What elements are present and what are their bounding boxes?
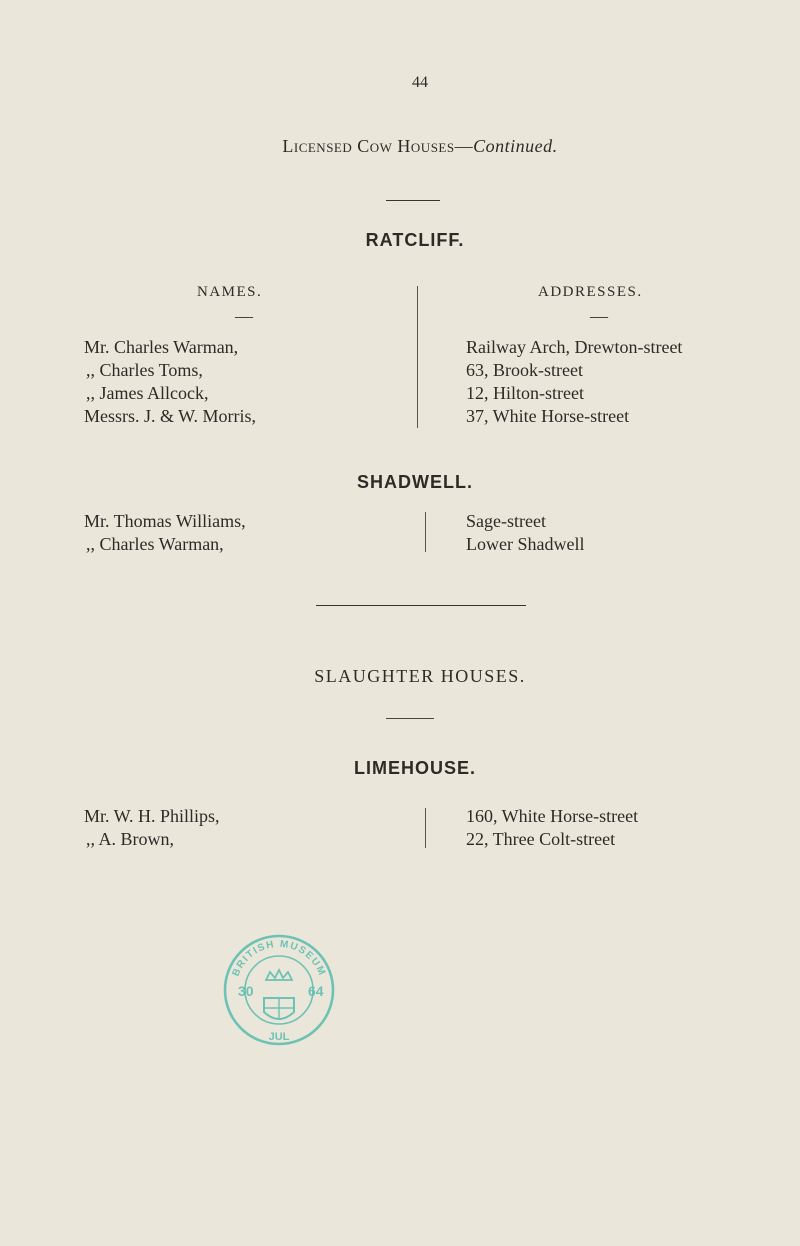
- stamp-month: JUL: [268, 1031, 290, 1043]
- ratcliff-name-4: Messrs. J. & W. Morris,: [84, 406, 257, 426]
- slaughter-houses-rule: [386, 718, 434, 719]
- ratcliff-address-4: 37, White Horse-street: [466, 406, 630, 426]
- shadwell-heading: SHADWELL.: [357, 472, 473, 492]
- stamp-crown-icon: [266, 970, 292, 980]
- limehouse-name-2: ,, A. Brown,: [86, 829, 175, 849]
- svg-text:BRITISH MUSEUM: [230, 939, 327, 978]
- limehouse-name-1: Mr. W. H. Phillips,: [84, 806, 220, 826]
- shadwell-address-2: Lower Shadwell: [466, 534, 585, 554]
- shadwell-name-1: Mr. Thomas Williams,: [84, 511, 246, 531]
- limehouse-heading: LIMEHOUSE.: [353, 758, 476, 778]
- col-addresses-dash: —: [590, 306, 608, 326]
- stamp-day: 30: [238, 983, 254, 999]
- ratcliff-address-2: 63, Brook-street: [466, 360, 583, 380]
- ratcliff-heading: RATCLIFF.: [365, 230, 465, 250]
- stamp-year: 64: [308, 983, 324, 999]
- ratcliff-address-3: 12, Hilton-street: [466, 383, 584, 403]
- stamp-top-text: BRITISH MUSEUM: [230, 938, 328, 979]
- title-italic: Continued.: [473, 136, 558, 156]
- title-smallcaps: Licensed Cow Houses—: [282, 136, 474, 156]
- col-addresses-header: ADDRESSES.: [538, 284, 643, 300]
- ratcliff-name-2: ,, Charles Toms,: [86, 360, 203, 380]
- shadwell-name-2: ,, Charles Warman,: [86, 534, 224, 554]
- limehouse-column-divider: [425, 808, 426, 848]
- page-number: 44: [412, 74, 428, 91]
- title-rule: [386, 200, 440, 201]
- shadwell-address-1: Sage-street: [466, 511, 546, 531]
- slaughter-houses-title: SLAUGHTER HOUSES.: [314, 666, 526, 686]
- ratcliff-address-1: Railway Arch, Drewton-street: [466, 337, 683, 357]
- shadwell-column-divider: [425, 512, 426, 552]
- col-names-dash: —: [235, 306, 253, 326]
- col-names-header: NAMES.: [197, 284, 263, 300]
- limehouse-address-2: 22, Three Colt-street: [466, 829, 616, 849]
- section-divider-rule: [316, 605, 526, 606]
- ratcliff-name-1: Mr. Charles Warman,: [84, 337, 239, 357]
- page-title: [0, 136, 800, 157]
- ratcliff-column-divider: [417, 286, 418, 428]
- british-museum-stamp: [220, 928, 338, 1058]
- ratcliff-name-3: ,, James Allcock,: [86, 383, 209, 403]
- limehouse-address-1: 160, White Horse-street: [466, 806, 639, 826]
